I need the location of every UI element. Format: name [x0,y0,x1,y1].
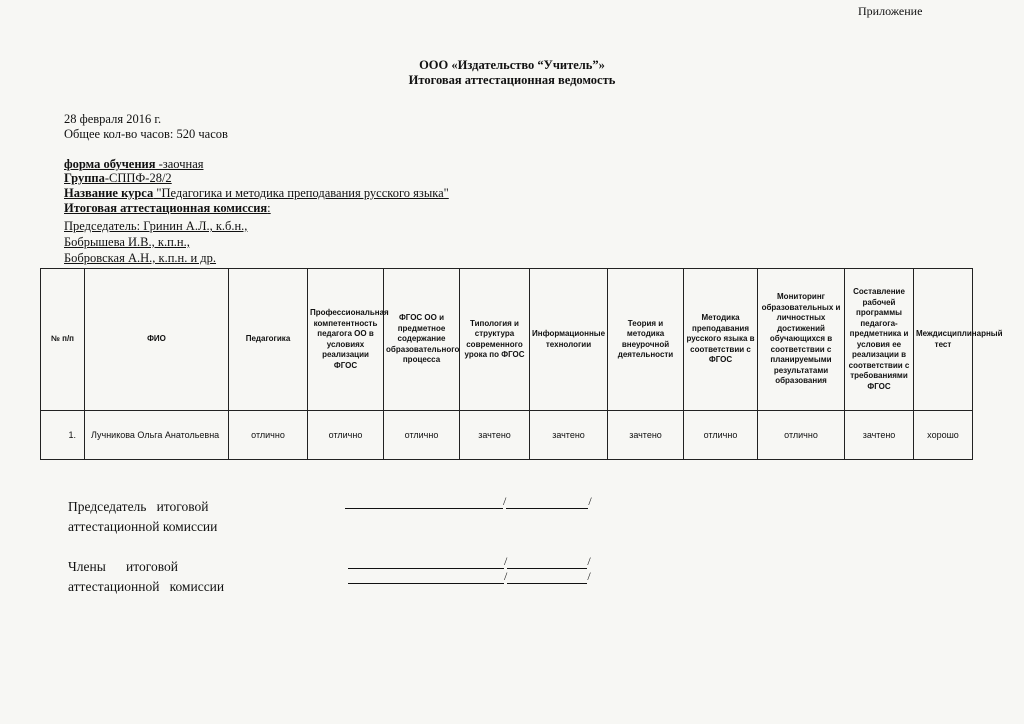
slash: / [587,569,591,583]
header-number: № п/п [41,269,85,411]
table-header-row [41,269,973,411]
members-label-line-1: Члены итоговой [68,559,178,574]
name-field [506,496,588,509]
chair-label-line-1: Председатель итоговой [68,499,209,514]
commission-colon: : [267,201,271,215]
signature-field [348,571,504,584]
grade-cell: отлично [308,411,384,460]
grade-cell: зачтено [460,411,530,460]
chair-signature-label [68,497,217,537]
grade-cell: зачтено [608,411,684,460]
header-professional-competence: Профессиональная компетентность педагога ОО в условиях реализации ФГОС [308,269,384,411]
signature-field [345,496,503,509]
member-signature-line-2 [348,569,591,584]
group [64,171,172,186]
grade-cell: зачтено [530,411,608,460]
group-label: Группа [64,171,105,185]
header-fio: ФИО [85,269,229,411]
grade-cell: отлично [229,411,308,460]
slash: / [503,494,507,508]
grade-cell: отлично [758,411,845,460]
date: 28 февраля 2016 г. [64,112,162,126]
study-form-label: форма обучения [64,157,156,171]
name-field [507,571,587,584]
members-signature-label [68,557,224,597]
member-signature-line-1 [348,554,591,569]
header-interdisciplinary-test: Междисциплинарный тест [914,269,973,411]
slash: / [504,569,508,583]
organization-name: ООО «Издательство “Учитель”» [419,58,605,72]
chair-label-line-2: аттестационной комиссии [68,519,218,534]
header-it: Информационные технологии [530,269,608,411]
attestation-table [40,268,1003,460]
slash: / [588,494,592,508]
header-work-program: Составление рабочей программы педагога-предметника и условия ее реализации в соответствии с требованиями ФГОС [845,269,914,411]
document-title: Итоговая аттестационная ведомость [408,73,616,87]
course-label: Название курса [64,186,154,200]
chair-signature-line [345,494,592,509]
commission-chair: Председатель: Гринин А.Л., к.б.н., [64,219,248,233]
appendix-label: Приложение [858,4,923,18]
header-lesson-typology: Типология и структура современного урока по ФГОС [460,269,530,411]
commission-member-2: Бобровская А.Н., к.п.н. и др. [64,251,217,265]
commission [64,201,271,216]
header-russian-methodology: Методика преподавания русского языка в соответствии с ФГОС [684,269,758,411]
name-field [507,556,587,569]
header-fgos-content: ФГОС ОО и предметное содержание образовательного процесса [384,269,460,411]
members-label-line-2: аттестационной комиссии [68,579,225,594]
commission-member-1: Бобрышева И.В., к.п.н., [64,235,190,249]
grade-cell: зачтено [845,411,914,460]
course [64,186,449,201]
table-row [41,411,973,460]
row-number: 1. [41,411,85,460]
header-extracurricular: Теория и методика внеурочной деятельности [608,269,684,411]
study-form [64,157,204,172]
group-value: -СППФ-28/2 [104,171,172,185]
study-form-value: -заочная [155,157,204,171]
total-hours: Общее кол-во часов: 520 часов [64,127,228,141]
grade-cell: отлично [684,411,758,460]
signature-field [348,556,504,569]
slash: / [587,554,591,568]
grade-cell: отлично [384,411,460,460]
student-name: Лучникова Ольга Анатольевна [85,411,229,460]
slash: / [504,554,508,568]
header-pedagogy: Педагогика [229,269,308,411]
course-value: "Педагогика и методика преподавания русского языка" [153,186,449,200]
grade-cell: хорошо [914,411,973,460]
commission-label: Итоговая аттестационная комиссия [64,201,268,215]
header-monitoring: Мониторинг образовательных и личностных достижений обучающихся в соответствии с планируемыми результатами образования [758,269,845,411]
